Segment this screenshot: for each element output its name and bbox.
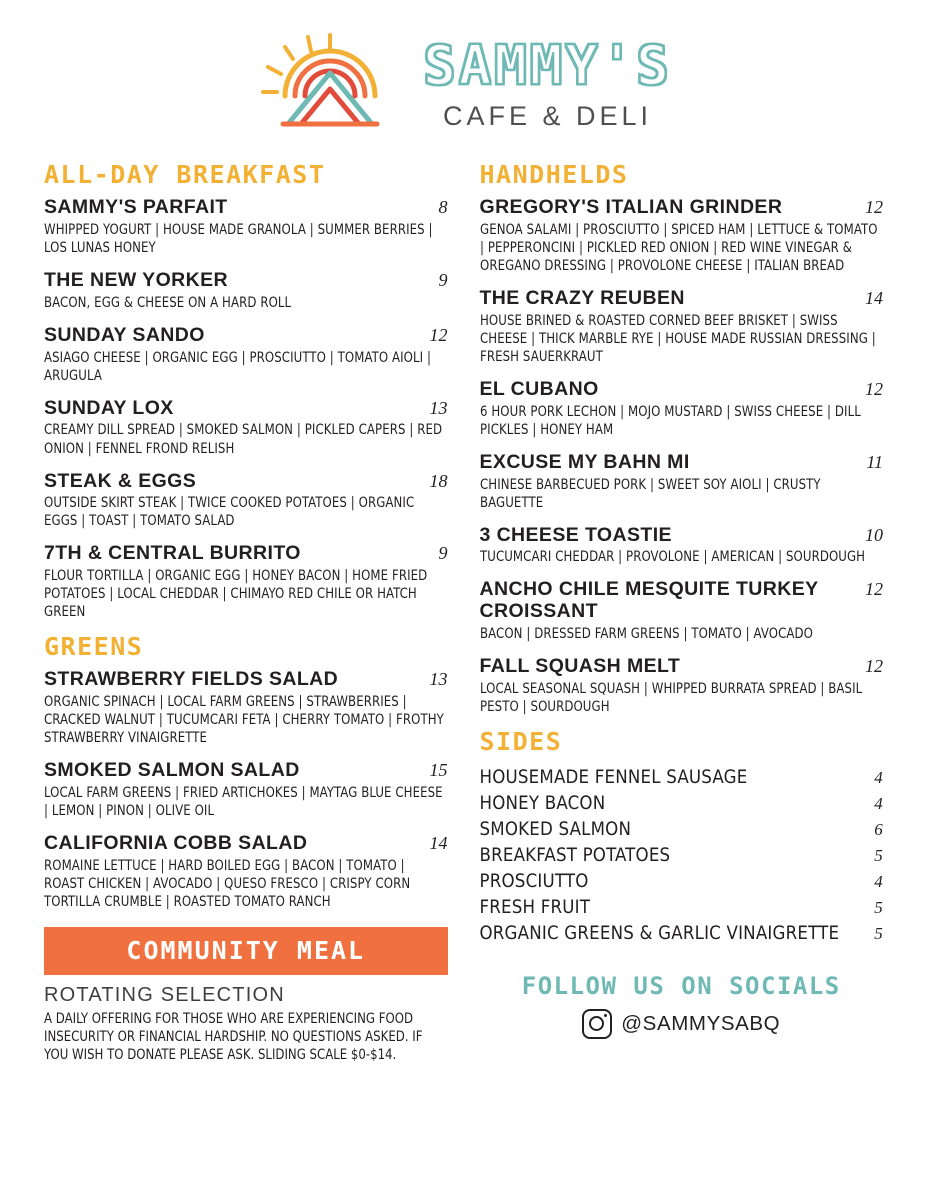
socials-handle-row[interactable] [480, 1009, 884, 1039]
menu-item [44, 197, 448, 257]
menu-item-name: SUNDAY LOX [44, 396, 174, 419]
side-name: BREAKFAST POTATOES [479, 844, 671, 866]
menu-item-price: 11 [866, 451, 883, 472]
side-name: ORGANIC GREENS & GARLIC VINAIGRETTE [479, 922, 840, 944]
menu-item-price: 10 [865, 524, 883, 545]
menu-item-description: ASIAGO CHEESE | ORGANIC EGG | PROSCIUTTO | TOMATO AIOLI | ARUGULA [44, 349, 432, 384]
side-price: 5 [874, 897, 883, 917]
menu-item [480, 197, 884, 275]
community-meal-subtitle: ROTATING SELECTION [44, 984, 285, 1007]
side-price: 4 [874, 871, 883, 891]
menu-item-price: 12 [865, 197, 883, 217]
menu-item-description: CHINESE BARBECUED PORK | SWEET SOY AIOLI | CRUSTY BAGUETTE [479, 476, 821, 511]
menu-item-description: TUCUMCARI CHEDDAR | PROVOLONE | AMERICAN | SOURDOUGH [479, 549, 865, 566]
menu-item-name: ANCHO CHILE MESQUITE TURKEY CROISSANT [479, 578, 819, 623]
menu-item [480, 525, 884, 567]
menu-header [0, 0, 927, 142]
menu-item-description: 6 HOUR PORK LECHON | MOJO MUSTARD | SWISS CHEESE | DILL PICKLES | HONEY HAM [479, 403, 861, 438]
menu-item-price: 12 [865, 579, 883, 600]
side-row [480, 764, 884, 790]
brand-subtitle: CAFE & DELI [442, 100, 653, 131]
menu-item [480, 656, 884, 716]
side-price: 6 [874, 819, 883, 839]
menu-item [480, 288, 884, 366]
side-row [480, 894, 884, 920]
menu-item-name: STRAWBERRY FIELDS SALAD [44, 668, 339, 691]
menu-item [44, 543, 448, 621]
side-price: 4 [874, 767, 883, 787]
menu-item [44, 760, 448, 820]
side-row [480, 790, 884, 816]
menu-item-head [44, 543, 448, 565]
menu-item-head [480, 656, 884, 678]
menu-item-name: 7TH & CENTRAL BURRITO [44, 542, 301, 565]
sides-list [480, 764, 884, 946]
side-row [480, 868, 884, 894]
menu-item-head [44, 760, 448, 782]
menu-item-head [44, 471, 448, 493]
menu-item-name: THE NEW YORKER [44, 268, 229, 291]
community-meal-banner: COMMUNITY MEAL [44, 927, 448, 975]
community-meal-block [44, 927, 448, 1064]
menu-item-description: CREAMY DILL SPREAD | SMOKED SALMON | PICKLED CAPERS | RED ONION | FENNEL FROND RELISH [44, 422, 443, 457]
menu-item-description: LOCAL FARM GREENS | FRIED ARTICHOKES | MAYTAG BLUE CHEESE | LEMON | PINON | OLIVE OIL [44, 785, 443, 820]
sunrise-arch-icon [255, 26, 405, 138]
menu-item-price: 12 [429, 324, 448, 345]
menu-item-description: FLOUR TORTILLA | ORGANIC EGG | HONEY BACON | HOME FRIED POTATOES | LOCAL CHEDDAR | CHIMAYO RED CHILE OR HATCH GREEN [44, 568, 428, 621]
socials-block [480, 972, 884, 1039]
menu-item-description: ROMAINE LETTUCE | HARD BOILED EGG | BACON | TOMATO | ROAST CHICKEN | AVOCADO | QUESO FRESCO | CRISPY CORN TORTILLA CRUMBLE | ROASTED TOMATO RANCH [44, 857, 411, 911]
menu-item-head [44, 398, 448, 420]
menu-item-description: OUTSIDE SKIRT STEAK | TWICE COOKED POTATOES | ORGANIC EGGS | TOAST | TOMATO SALAD [44, 495, 415, 530]
menu-item-name: SUNDAY SANDO [44, 323, 205, 346]
menu-item [480, 579, 884, 643]
socials-title: FOLLOW US ON SOCIALS [521, 972, 841, 1001]
menu-item-name: STEAK & EGGS [44, 469, 197, 492]
side-price: 4 [874, 793, 883, 813]
side-row [480, 816, 884, 842]
menu-item-head [480, 579, 884, 623]
menu-item-description: HOUSE BRINED & ROASTED CORNED BEEF BRISKET | SWISS CHEESE | THICK MARBLE RYE | HOUSE MADE RUSSIAN DRESSING | FRESH SAUERKRAUT [479, 312, 876, 365]
instagram-icon[interactable] [582, 1009, 612, 1039]
menu-item-name: EL CUBANO [479, 377, 599, 400]
menu-item-name: GREGORY'S ITALIAN GRINDER [479, 196, 783, 218]
menu-item-description: BACON, EGG & CHEESE ON A HARD ROLL [44, 294, 292, 311]
menu-item [44, 669, 448, 747]
section-title-breakfast: ALL-DAY BREAKFAST [44, 160, 326, 189]
menu-item-description: GENOA SALAMI | PROSCIUTTO | SPICED HAM | LETTUCE & TOMATO | PEPPERONCINI | PICKLED RED ONION | RED WINE VINEGAR & OREGANO DRESSING | PROVOLONE CHEESE | ITALIAN BREAD [479, 221, 878, 274]
menu-item-name: CALIFORNIA COBB SALAD [44, 832, 308, 855]
side-row [480, 920, 884, 946]
menu-item-price: 14 [429, 833, 448, 854]
menu-item-price: 13 [429, 669, 448, 690]
menu-item-head [480, 379, 884, 401]
side-price: 5 [874, 923, 883, 943]
menu-item-price: 9 [438, 269, 448, 290]
menu-item-price: 12 [865, 378, 883, 399]
side-name: FRESH FRUIT [479, 896, 591, 918]
menu-item-name: THE CRAZY REUBEN [479, 286, 685, 309]
brand-wordmark [423, 33, 672, 132]
side-name: HONEY BACON [479, 792, 606, 814]
menu-item-price: 12 [865, 656, 883, 677]
menu-item-price: 14 [865, 287, 883, 308]
menu-item-head [44, 669, 448, 691]
menu-item [44, 398, 448, 458]
menu-item-description: ORGANIC SPINACH | LOCAL FARM GREENS | STRAWBERRIES | CRACKED WALNUT | TUCUMCARI FETA | CHERRY TOMATO | FROTHY STRAWBERRY VINAIGRETTE [44, 694, 444, 747]
menu-item-head [44, 270, 448, 292]
side-name: SMOKED SALMON [479, 818, 632, 840]
menu-item [44, 270, 448, 312]
menu-item-price: 13 [429, 397, 448, 418]
side-name: HOUSEMADE FENNEL SAUSAGE [479, 766, 748, 788]
menu-item [480, 452, 884, 512]
menu-item-price: 15 [429, 760, 448, 781]
left-column [44, 150, 448, 1064]
menu-item-head [480, 197, 884, 219]
section-title-greens: GREENS [44, 632, 144, 662]
menu-item-head [44, 197, 448, 219]
menu-item [44, 833, 448, 911]
menu-item [480, 379, 884, 439]
menu-item-head [44, 325, 448, 347]
community-meal-body: A DAILY OFFERING FOR THOSE WHO ARE EXPERIENCING FOOD INSECURITY OR FINANCIAL HARDSHIP. NO QUESTIONS ASKED. IF YOU WISH TO DONATE PLEASE ASK. SLIDING SCALE $0-$14. [44, 1011, 423, 1064]
right-column [480, 150, 884, 1064]
menu-item-description: BACON | DRESSED FARM GREENS | TOMATO | AVOCADO [479, 626, 813, 643]
menu-item [44, 471, 448, 531]
section-title-handhelds: HANDHELDS [479, 160, 629, 189]
menu-item-price: 18 [429, 470, 448, 491]
menu-item [44, 325, 448, 385]
menu-item-name: SMOKED SALMON SALAD [44, 759, 300, 782]
section-title-sides: SIDES [479, 727, 563, 757]
side-price: 5 [874, 845, 883, 865]
menu-item-head [480, 525, 884, 547]
menu-body [0, 142, 927, 1064]
menu-item-head [44, 833, 448, 855]
instagram-handle[interactable]: @SAMMYSABQ [621, 1012, 781, 1036]
menu-item-description: LOCAL SEASONAL SQUASH | WHIPPED BURRATA SPREAD | BASIL PESTO | SOURDOUGH [479, 681, 862, 716]
menu-item-name: EXCUSE MY BAHN MI [479, 450, 690, 473]
menu-item-price: 8 [438, 197, 448, 217]
menu-item-description: WHIPPED YOGURT | HOUSE MADE GRANOLA | SUMMER BERRIES | LOS LUNAS HONEY [44, 221, 433, 256]
brand-name: SAMMY'S [423, 33, 672, 97]
menu-item-head [480, 288, 884, 310]
menu-item-name: SAMMY'S PARFAIT [44, 196, 228, 218]
side-name: PROSCIUTTO [479, 870, 589, 892]
side-row [480, 842, 884, 868]
menu-item-name: FALL SQUASH MELT [479, 655, 681, 678]
menu-item-price: 9 [438, 543, 448, 564]
menu-item-name: 3 CHEESE TOASTIE [479, 523, 672, 546]
menu-item-head [480, 452, 884, 474]
